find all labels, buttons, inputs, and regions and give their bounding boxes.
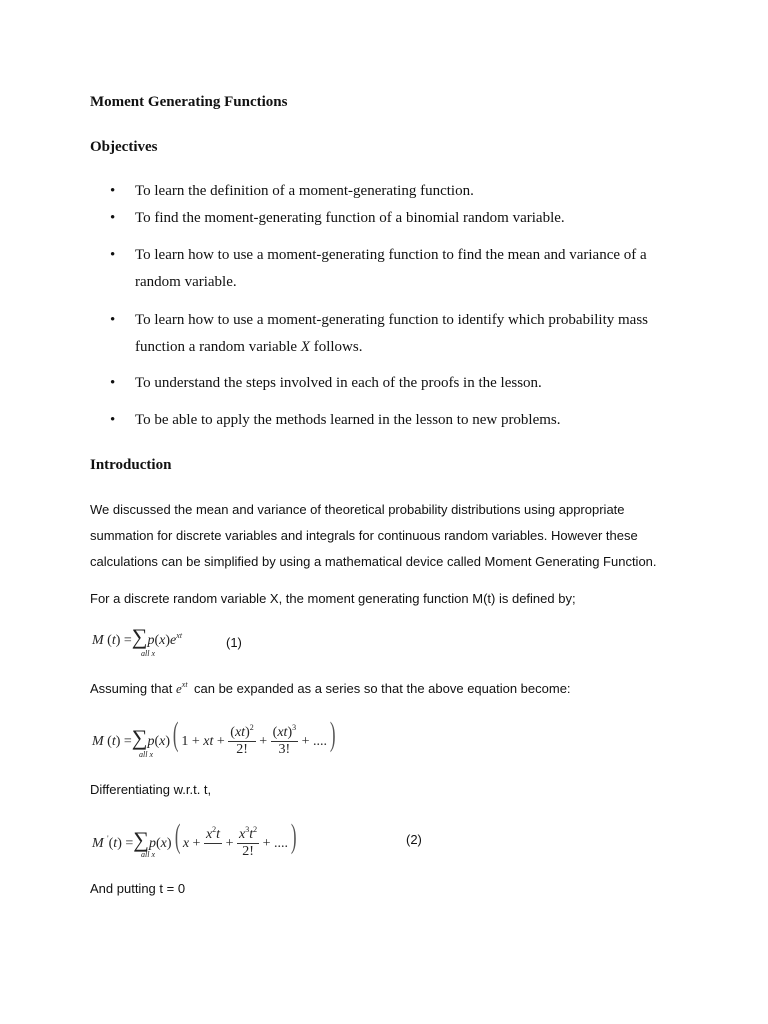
equation-1: M $(t) =\sum p(x)e^{xt}$ [92,624,183,649]
sum-index-label: all x [141,649,155,658]
bullet-icon: • [110,412,116,428]
document-title: Moment Generating Functions [90,94,288,110]
series-expansion-equation: M (t) =∑p(x)( 1 + xt + $\frac{(xt)^2}{2!}$ + $\frac{(xt)^3}{3!}$ + ....) [92,716,336,758]
intro-paragraph-line: summation for discrete variables and integrals for continuous random variables. However these [90,528,638,543]
bullet-icon: • [110,375,116,391]
bullet-icon: • [110,312,116,328]
objectives-heading: Objectives [90,139,158,155]
bullet-icon: • [110,210,116,226]
discrete-definition-line: For a discrete random variable X, the moment generating function M(t) is defined by; [90,591,576,606]
bullet-icon: • [110,247,116,263]
sum-index-label: all x [139,750,153,759]
equation-2: M '(t) =∑p(x)( x + $x^2t$ + $\frac{x^3t^2}{2!}$ + ....) [92,818,297,860]
bullet-icon: • [110,183,116,199]
exponential-term: $e^{xt}$ [176,680,188,696]
assuming-text-before: Assuming that [90,681,173,696]
differentiating-line: Differentiating w.r.t. t, [90,782,212,797]
sum-index-label: all x [141,850,155,859]
equation-1-label: (1) [226,635,242,650]
equation-2-label: (2) [406,832,422,847]
intro-paragraph-line: We discussed the mean and variance of theoretical probability distributions using appropriate [90,502,625,517]
introduction-heading: Introduction [90,457,172,473]
intro-paragraph-line: calculations can be simplified by using a mathematical device called Moment Generating Function. [90,554,657,569]
assuming-text-after: can be expanded as a series so that the above equation become: [194,681,571,696]
putting-t-zero-line: And putting t = 0 [90,881,186,896]
